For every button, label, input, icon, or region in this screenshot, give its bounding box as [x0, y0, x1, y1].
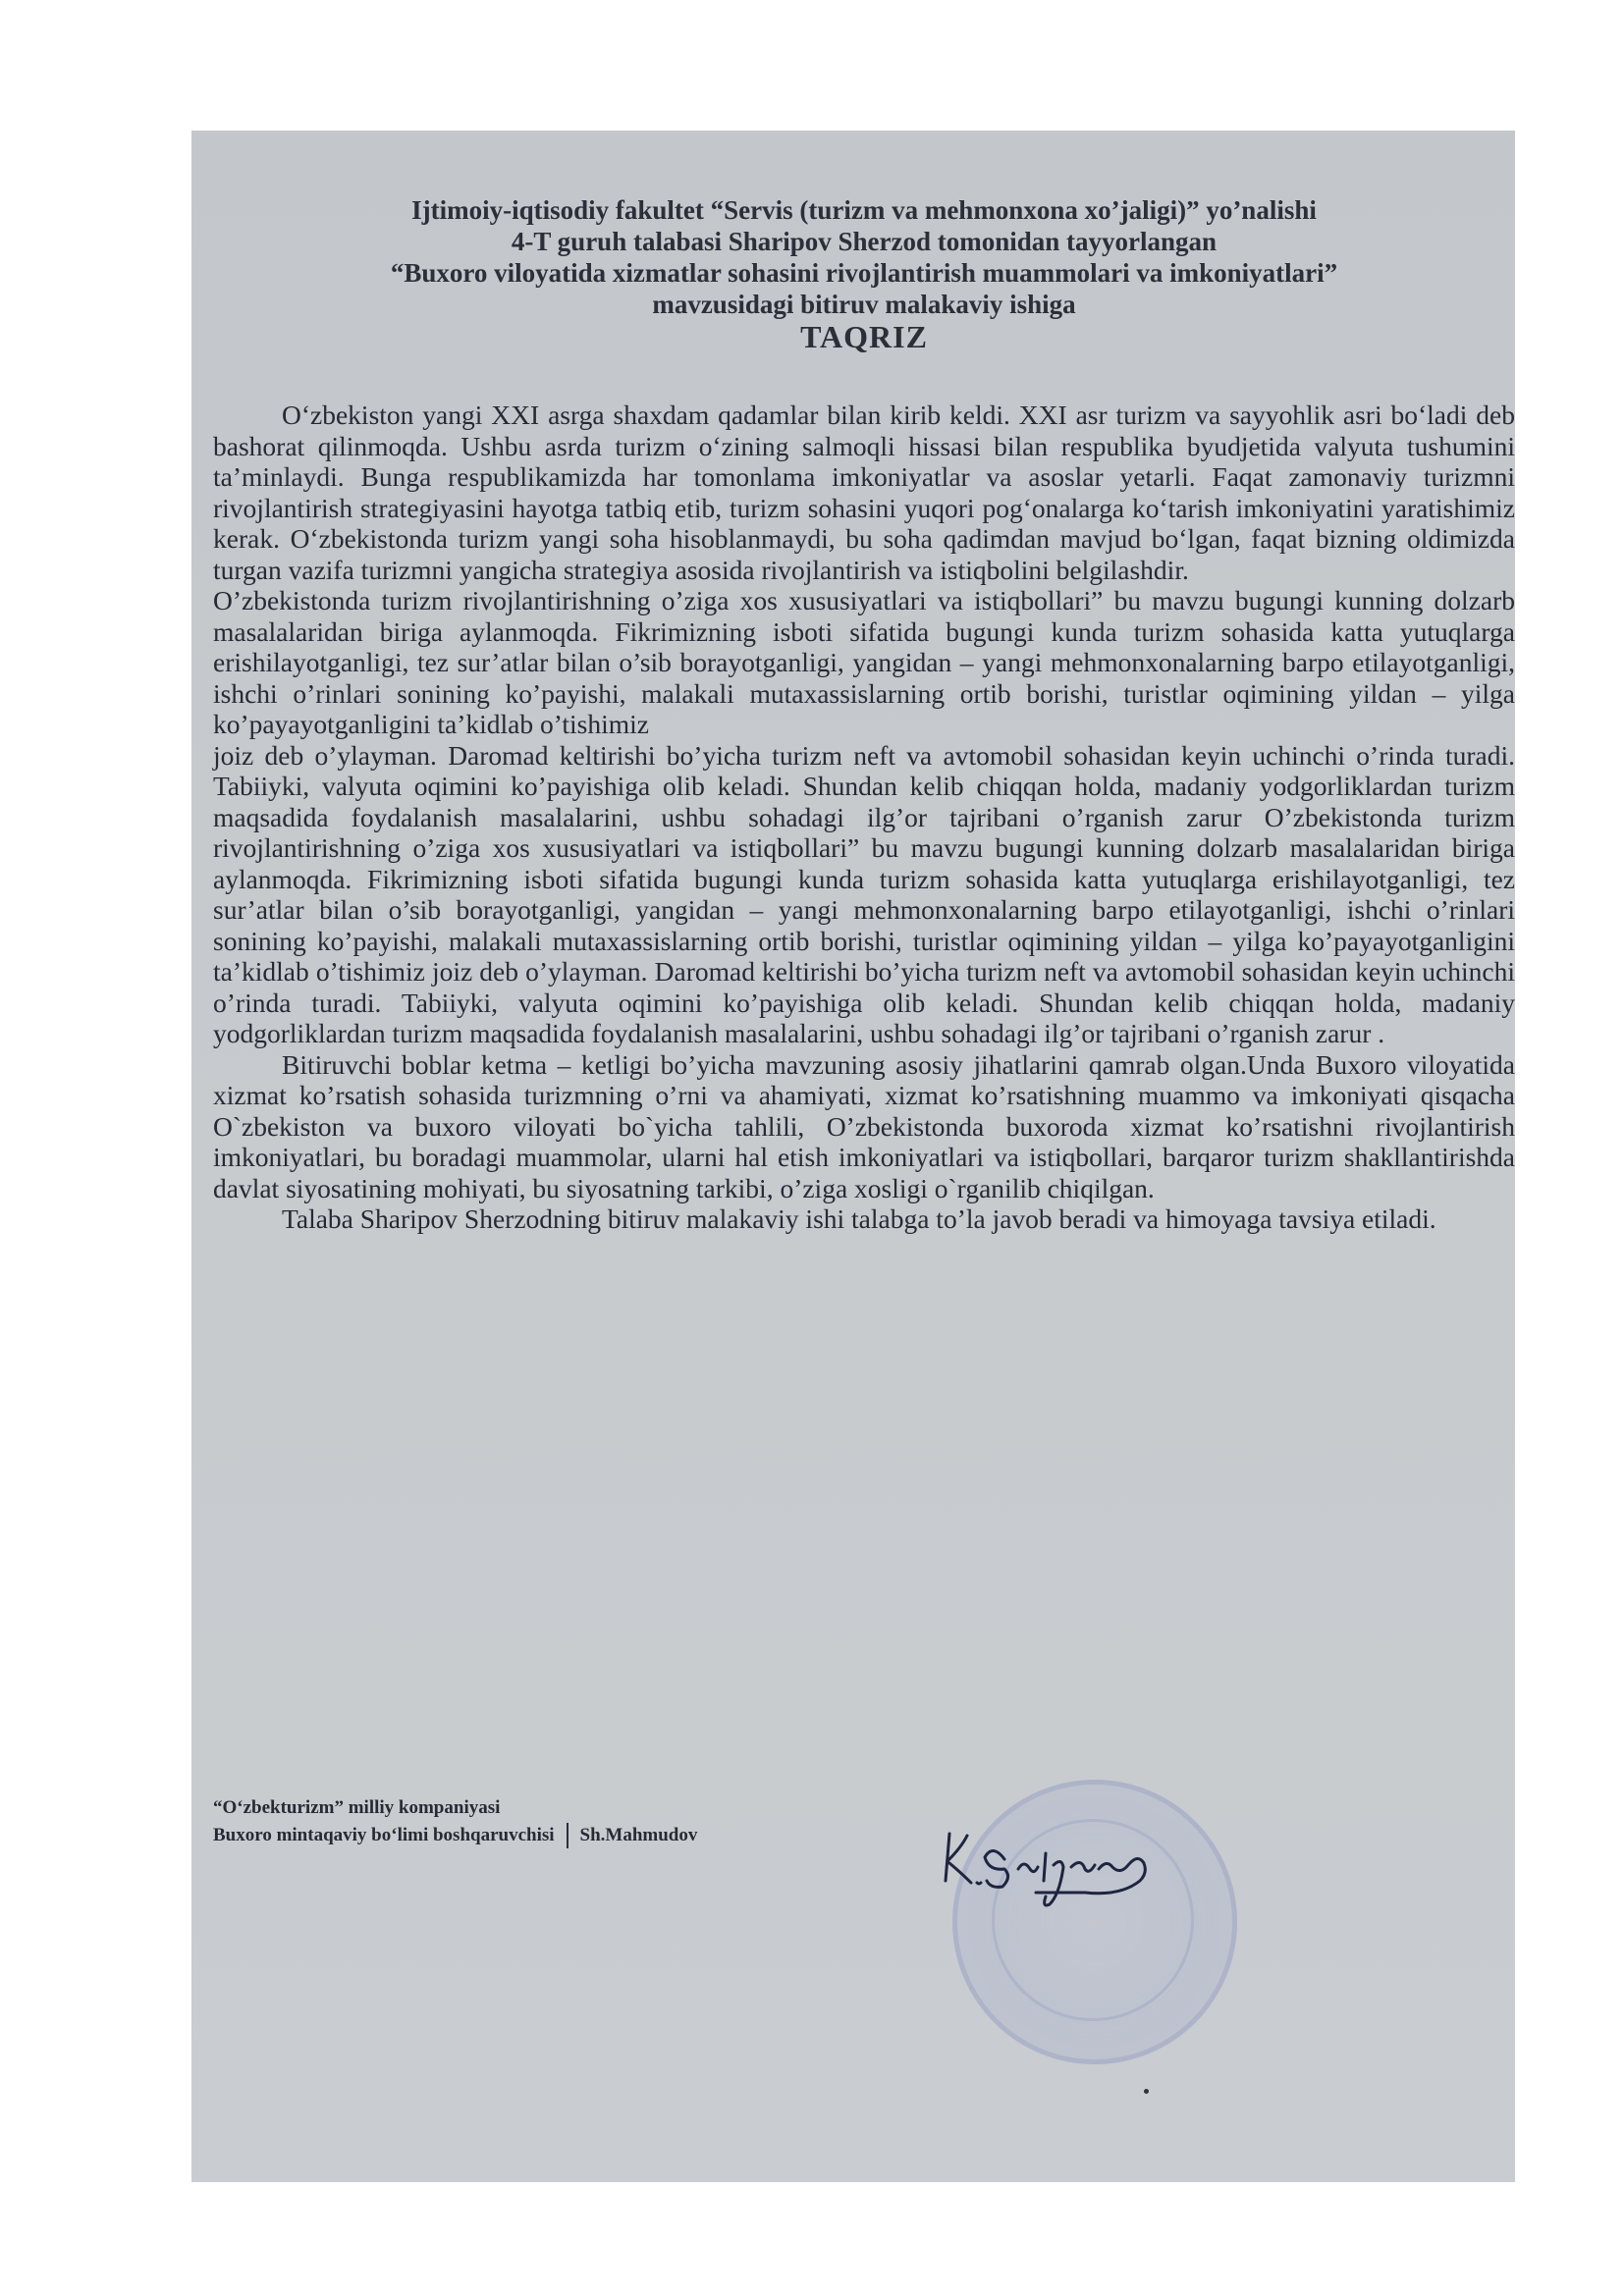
paragraph-1: O‘zbekiston yangi XXI asrga shaxdam qadamlar bilan kirib keldi. XXI asr turizm va sayyohlik asri bo‘ladi deb bashorat qilinmoqda. Ushbu asrda turizm o‘zining salmoqli hissasi bilan respublika byudjetida valyuta tushumini ta’minlaydi. Bunga respublikamizda har tomonlama imkoniyatlar va asoslar yetarli. Faqat zamonaviy turizmni rivojlantirish strategiyasini hayotga tatbiq etib, turizm sohasini yuqori pog‘onalarga ko‘tarish imkoniyatini yaratishimiz kerak. O‘zbekistonda turizm yangi soha hisoblanmaydi, bu soha qadimdan mavjud bo‘lgan, faqat bizning oldimizda turgan vazifa turizmni yangicha strategiya asosida rivojlantirish va istiqbolini belgilashdir.: [213, 400, 1515, 585]
paragraph-4: Bitiruvchi boblar ketma – ketligi bo’yicha mavzuning asosiy jihatlarini qamrab olgan.Unda Buxoro viloyatida xizmat ko’rsatish sohasida turizmning o’rni va ahamiyati, xizmat ko’rsatishning muammo va imkoniyati qisqacha O`zbekiston va buxoro viloyati bo`yicha tahlili, O’zbekistonda buxoroda xizmat ko’rsatishni rivojlantirish imkoniyatlari, bu boradagi muammolar, ularni hal etish imkoniyatlari va istiqbollari, barqaror turizm shakllantirishda davlat siyosatining mohiyati, bu siyosatning tarkibi, o’ziga xosligi o`rganilib chiqilgan.: [213, 1048, 1515, 1203]
document-photo: [191, 131, 1515, 2182]
ink-dot: [1144, 2089, 1149, 2094]
heading-line-work: mavzusidagi bitiruv malakaviy ishiga: [652, 290, 1076, 319]
paragraph-3: joiz deb o’ylayman. Daromad keltirishi bo’yicha turizm neft va avtomobil sohasidan keyin uchinchi o’rinda turadi. Tabiiyki, valyuta oqimini ko’payishiga olib keladi. Shundan kelib chiqqan holda, madaniy yodgorliklardan turizm maqsadida foydalanish masalalarini, ushbu sohadagi ilg’or tajribani o’rganish zarur O’zbekistonda turizm rivojlantirishning o’ziga xos xususiyatlari va istiqbollari” bu mavzu bugungi kunning dolzarb masalalaridan biriga aylanmoqda. Fikrimizning isboti sifatida bugungi kunda turizm sohasida katta yutuqlarga erishilayotganligi, tez sur’atlar bilan o’sib borayotganligi, yangidan – yangi mehmonxonalarning barpo etilayotganligi, ishchi o’rinlari sonining ko’payishi, malakali mutaxassislarning ortib borishi, turistlar oqimining yildan – yilga ko’payayotganligini ta’kidlab o’tishimiz joiz deb o’ylayman. Daromad keltirishi bo’yicha turizm neft va avtomobil sohasidan keyin uchinchi o’rinda turadi. Tabiiyki, valyuta oqimini ko’payishiga olib keladi. Shundan kelib chiqqan holda, madaniy yodgorliklardan turizm maqsadida foydalanish masalalarini, ushbu sohadagi ilg’or tajribani o’rganish zarur .: [213, 739, 1515, 1048]
paragraph-2: O’zbekistonda turizm rivojlantirishning o’ziga xos xususiyatlari va istiqbollari” bu mavzu bugungi kunning dolzarb masalalaridan biriga aylanmoqda. Fikrimizning isboti sifatida bugungi kunda turizm sohasida katta yutuqlarga erishilayotganligi, tez sur’atlar bilan o’sib borayotganligi, yangidan – yangi mehmonxonalarning barpo etilayotganligi, ishchi o’rinlari sonining ko’payishi, malakali mutaxassislarning ortib borishi, turistlar oqimining yildan – yilga ko’payayotganligini ta’kidlab o’tishimiz: [213, 585, 1515, 739]
heading-line-faculty: Ijtimoiy-iqtisodiy fakultet “Servis (turizm va mehmonxona xo’jaligi)” yo’nalishi: [411, 195, 1317, 225]
signatory-row: [213, 1822, 697, 1849]
handwritten-signature: [928, 1814, 1183, 1922]
signatory-position: Buxoro mintaqaviy bo‘limi boshqaruvchisi: [213, 1825, 555, 1845]
organization-line: “O‘zbekturizm” milliy kompaniyasi: [213, 1797, 501, 1818]
document-title: TAQRIZ: [800, 319, 928, 354]
review-body: [213, 400, 1515, 1235]
signatory-name: Sh.Mahmudov: [579, 1825, 698, 1845]
signature-block: [213, 1794, 697, 1849]
document-heading: [250, 194, 1478, 353]
heading-line-topic: “Buxoro viloyatida xizmatlar sohasini rivojlantirish muammolari va imkoniyatlari”: [390, 258, 1338, 288]
heading-line-student: 4-T guruh talabasi Sharipov Sherzod tomonidan tayyorlangan: [511, 227, 1218, 256]
signature-divider: [567, 1823, 568, 1848]
paragraph-5: Talaba Sharipov Sherzodning bitiruv malakaviy ishi talabga to’la javob beradi va himoyaga tavsiya etiladi.: [282, 1203, 1436, 1234]
